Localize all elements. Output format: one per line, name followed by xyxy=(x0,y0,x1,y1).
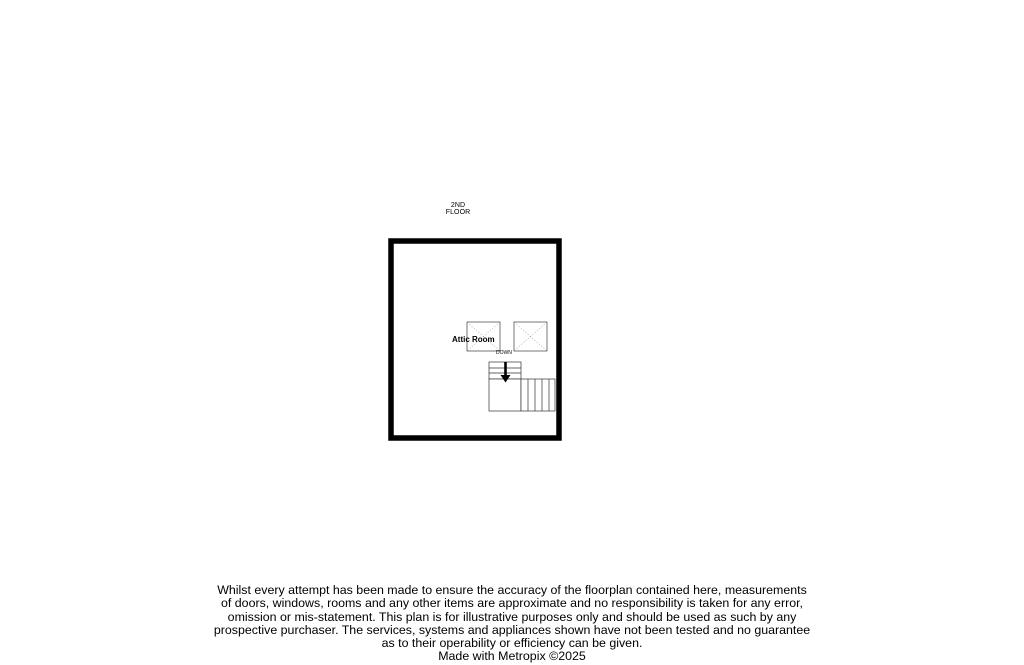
skylight-window xyxy=(514,322,547,351)
room-label-attic: Attic Room xyxy=(452,335,495,344)
stair-direction-label: DOWN xyxy=(496,350,512,356)
disclaimer-text: Whilst every attempt has been made to ensure the accuracy of the floorplan contained here, measurements of doors, windows, rooms and any other items are approximate and no responsibility is taken for any error, omission or mis-statement. This plan is for illustrative purposes only and should be used as such by any prospective purchaser. The services, systems and appliances shown have not been tested and no guarantee as to their operability or efficiency can be given. xyxy=(213,583,811,651)
staircase xyxy=(489,362,555,411)
disclaimer xyxy=(212,584,812,664)
floor-label: 2ND FLOOR xyxy=(445,202,471,216)
credit-line: Made with Metropix ©2025 xyxy=(438,649,586,664)
